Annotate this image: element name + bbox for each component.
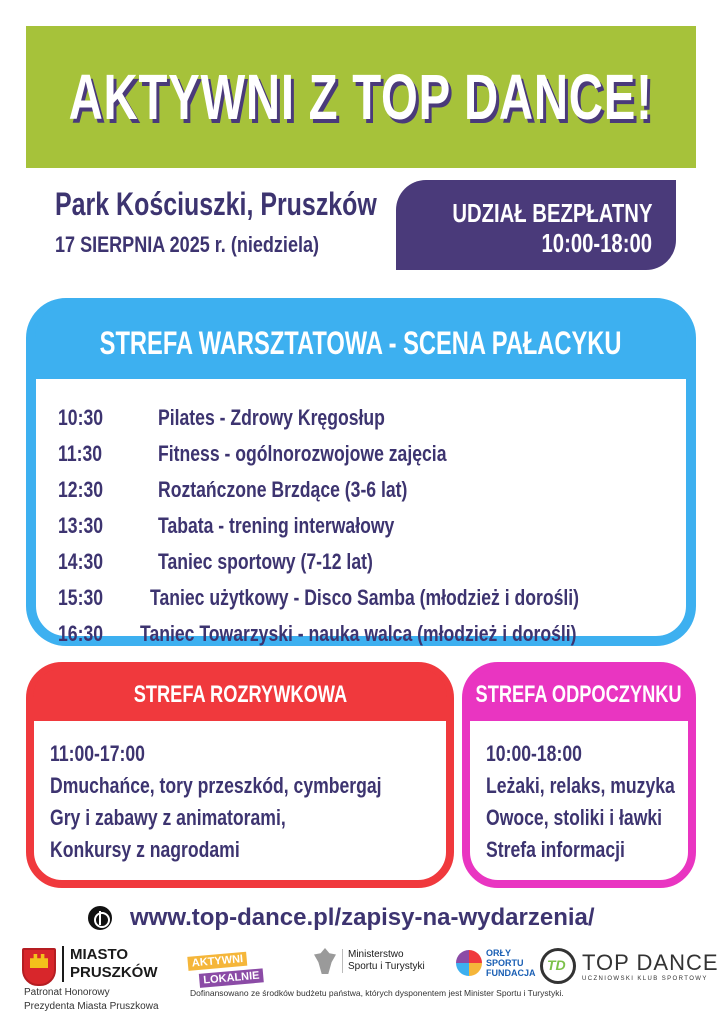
- workshop-zone-panel: [26, 298, 696, 646]
- ministry-logo: [314, 948, 425, 974]
- schedule-activity: Taniec Towarzyski - nauka walca (młodzież i dorośli): [140, 621, 577, 646]
- rest-zone-hours: 10:00-18:00: [486, 741, 582, 766]
- schedule-activity: Taniec użytkowy - Disco Samba (młodzież i dorośli): [149, 585, 579, 610]
- orly-sportu-text: [486, 948, 536, 978]
- footer-logos: [0, 940, 724, 1024]
- schedule-time: 13:30: [58, 513, 104, 538]
- poster-title: AKTYWNI Z TOP DANCE!: [69, 61, 653, 133]
- top-dance-icon: [540, 948, 576, 984]
- orly-line2: SPORTU: [486, 958, 524, 968]
- orly-line3: FUNDACJA: [486, 968, 536, 978]
- website-link[interactable]: www.top-dance.pl/zapisy-na-wydarzenia/: [130, 904, 595, 931]
- fun-zone-list: [34, 720, 446, 866]
- schedule-row: [58, 400, 686, 436]
- schedule-time: 16:30: [58, 621, 104, 646]
- schedule-row: [58, 544, 686, 580]
- rest-zone-panel: [462, 662, 696, 888]
- schedule-time: 11:30: [58, 441, 103, 466]
- fun-zone-panel: [26, 662, 454, 888]
- aktywni-logo-line1: AKTYWNI: [187, 952, 247, 971]
- ministry-line1: Ministerstwo: [348, 949, 404, 960]
- list-item: Owoce, stoliki i ławki: [486, 805, 663, 830]
- city-logo-text: [62, 946, 158, 982]
- aktywni-logo-line2: LOKALNIE: [199, 968, 264, 988]
- orly-sportu-logo: [456, 948, 536, 978]
- fun-zone-header: [33, 669, 447, 721]
- date-text: 17 SIERPNIA 2025 r. (niedziela): [55, 232, 320, 257]
- schedule-time: 14:30: [58, 549, 104, 574]
- rest-zone-title: STREFA ODPOCZYNKU: [475, 681, 683, 708]
- top-dance-name: TOP DANCE: [582, 950, 719, 975]
- workshop-schedule: [36, 378, 686, 652]
- rest-zone-list: [470, 720, 688, 866]
- schedule-row: [58, 508, 686, 544]
- workshop-zone-title: STREFA WARSZTATOWA - SCENA PAŁACYKU: [100, 324, 622, 361]
- patronage-line2: Prezydenta Miasta Pruszkowa: [24, 1001, 159, 1012]
- free-entry-badge: [396, 180, 676, 270]
- badge-hours: 10:00-18:00: [541, 228, 652, 258]
- list-item: Strefa informacji: [486, 837, 625, 862]
- list-item: Gry i zabawy z animatorami,: [50, 805, 286, 830]
- city-logo-line2: PRUSZKÓW: [70, 964, 158, 981]
- orly-line1: ORŁY: [486, 948, 512, 958]
- schedule-activity: Roztańczone Brzdące (3-6 lat): [158, 477, 408, 502]
- schedule-row: [58, 472, 686, 508]
- globe-icon: [88, 906, 112, 930]
- schedule-time: 10:30: [58, 405, 104, 430]
- schedule-activity: Tabata - trening interwałowy: [158, 513, 395, 538]
- schedule-activity: Pilates - Zdrowy Kręgosłup: [158, 405, 385, 430]
- header-banner: [26, 26, 696, 168]
- ministry-line2: Sportu i Turystyki: [348, 961, 425, 972]
- website-row: [88, 904, 595, 932]
- eagle-emblem-icon: [314, 948, 336, 974]
- patronage-text: [24, 986, 159, 1014]
- rest-zone-header: [469, 669, 689, 721]
- list-item: Konkursy z nagrodami: [50, 837, 240, 862]
- orly-sportu-icon: [456, 950, 482, 976]
- schedule-row: [58, 580, 686, 616]
- aktywni-lokalnie-logo: [187, 946, 277, 987]
- schedule-time: 12:30: [58, 477, 104, 502]
- ministry-logo-text: [342, 949, 425, 973]
- top-dance-logo-text: [582, 950, 719, 982]
- city-logo-line1: MIASTO: [70, 946, 129, 963]
- schedule-row: [58, 616, 686, 652]
- schedule-time: 15:30: [58, 585, 104, 610]
- schedule-activity: Fitness - ogólnorozwojowe zajęcia: [158, 441, 447, 466]
- list-item: Dmuchańce, tory przeszkód, cymbergaj: [50, 773, 382, 798]
- fun-zone-hours: 11:00-17:00: [50, 741, 145, 766]
- workshop-zone-header: [35, 307, 687, 379]
- schedule-row: [58, 436, 686, 472]
- fun-zone-title: STREFA ROZRYWKOWA: [133, 681, 347, 708]
- badge-free-label: UDZIAŁ BEZPŁATNY: [452, 198, 653, 228]
- list-item: Leżaki, relaks, muzyka: [486, 773, 675, 798]
- schedule-activity: Taniec sportowy (7-12 lat): [158, 549, 373, 574]
- venue-text: Park Kościuszki, Pruszków: [55, 186, 377, 222]
- top-dance-logo: [540, 948, 719, 984]
- funding-note: Dofinansowano ze środków budżetu państwa, których dysponentem jest Minister Sportu i Turystyki.: [190, 988, 564, 998]
- pruszkow-crest-icon: [22, 948, 56, 986]
- top-dance-subtitle: UCZNIOWSKI KLUB SPORTOWY: [582, 976, 708, 982]
- patronage-line1: Patronat Honorowy: [24, 987, 110, 998]
